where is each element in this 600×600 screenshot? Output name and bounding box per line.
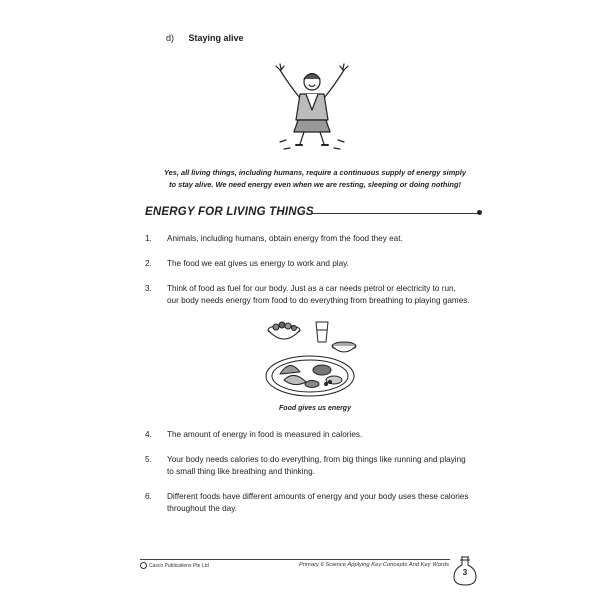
subheading xyxy=(166,33,244,43)
footer-publisher xyxy=(140,562,209,569)
list-item xyxy=(145,429,485,441)
intro-caption-line: to stay alive. We need energy even when we are resting, sleeping or doing nothing! xyxy=(169,180,461,189)
list-item-text: Your body needs calories to do everything, from big things like running and playing xyxy=(167,455,466,464)
list-item-text: Animals, including humans, obtain energy from the food they eat. xyxy=(167,234,403,243)
list-item xyxy=(145,233,485,245)
list-item xyxy=(145,491,485,515)
page-number: 3 xyxy=(462,568,468,577)
list-item xyxy=(145,454,485,478)
food-plate-illustration xyxy=(264,318,359,400)
list-item xyxy=(145,283,485,307)
jumping-girl-illustration xyxy=(262,52,362,152)
intro-caption-line: Yes, all living things, including humans, require a continuous supply of energy simply xyxy=(164,168,466,177)
list-item-text: The food we eat gives us energy to work and play. xyxy=(167,259,349,268)
subheading-title: Staying alive xyxy=(188,33,244,43)
footer-book-title: Primary 6 Science Applying Key Concepts And Key Words xyxy=(298,562,449,568)
list-item-number: 1. xyxy=(145,234,152,243)
food-caption: Food gives us energy xyxy=(279,405,351,412)
list-item-text: throughout the day. xyxy=(167,504,237,513)
list-item-number: 4. xyxy=(145,430,152,439)
list-item-number: 2. xyxy=(145,259,152,268)
list-item-text: our body needs energy from food to do everything from breathing to playing games. xyxy=(167,296,470,305)
section-heading: ENERGY FOR LIVING THINGS xyxy=(145,206,314,218)
list-item-text: The amount of energy in food is measured in calories. xyxy=(167,430,363,439)
publisher-logo-icon xyxy=(140,562,147,569)
list-item-number: 6. xyxy=(145,492,152,501)
subheading-letter: d) xyxy=(166,33,175,43)
intro-caption xyxy=(140,167,490,191)
list-item-number: 5. xyxy=(145,455,152,464)
list-item-text: Different foods have different amounts of energy and your body uses these calories xyxy=(167,492,469,501)
list-item-number: 3. xyxy=(145,284,152,293)
footer-rule xyxy=(140,559,450,560)
section-heading-dot xyxy=(477,210,482,215)
list-item xyxy=(145,258,485,270)
list-item-text: to small thing like breathing and thinking. xyxy=(167,467,315,476)
list-item-text: Think of food as fuel for our body. Just as a car needs petrol or electricity to run, xyxy=(167,284,456,293)
section-heading-rule xyxy=(312,213,479,214)
publisher-name: Casco Publications Pte Ltd xyxy=(149,562,209,569)
